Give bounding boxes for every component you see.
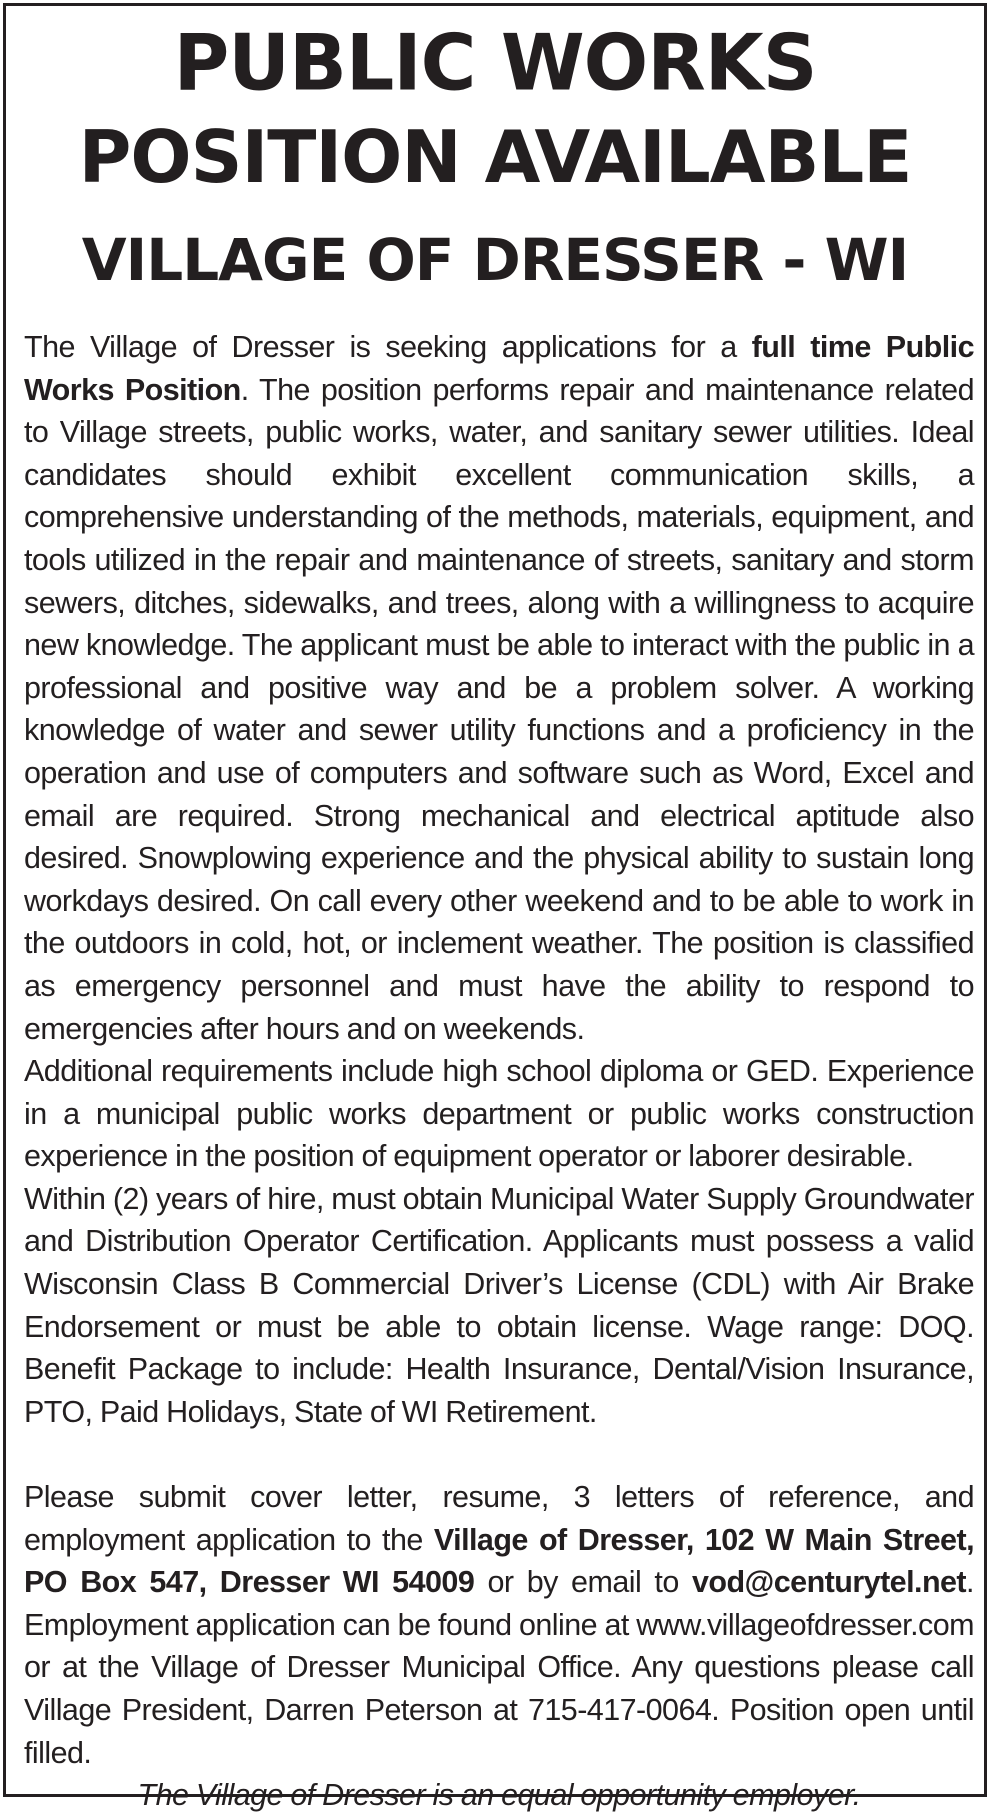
mailing-address: Village of Dresser, 102 W Main Street, PO Box 547, Dresser WI 54009 — [24, 1522, 975, 1600]
paragraph-spacer — [24, 1433, 974, 1476]
paragraph-description — [24, 326, 974, 1050]
description-text-rest: . The position performs repair and maintenance related to Village streets, public works, water, and sanitary sewer utilities. Ideal candidates should exhibit excellent communication skills, a comprehensive understanding of the methods, materials, equipment, and tools utilized in the repair and maintenance of streets, sanitary and storm sewers, ditches, sidewalks, and trees, along with a willingness to acquire new knowledge. The applicant must be able to interact with the public in a professional and positive way and be a problem solver. A working knowledge of water and sewer utility functions and a proficiency in the operation and use of computers and software such as Word, Excel and email are required. Strong mechanical and electrical aptitude also desired. Snowplowing experience and the physical ability to sustain long workdays desired. On call every other weekend and to be able to work in the outdoors in cold, hot, or inclement weather. The position is classified as emergency personnel and must have the ability to respond to emergencies after hours and on weekends. — [24, 372, 974, 1046]
headline-public-works: PUBLIC WORKS — [173, 17, 817, 108]
apply-text-rest: . Employment application can be found online at www.villageofdresser.com or at the Village of Dresser Municipal Office. Any questions please call Village President, Darren Peterson at 715-417-0064. Position open until filled. — [24, 1565, 974, 1770]
headline-village-of-dresser: VILLAGE OF DRESSER - WI — [81, 226, 909, 294]
headline-position-available: POSITION AVAILABLE — [78, 115, 912, 199]
position-type-bold: full time Public Works Position — [24, 330, 974, 407]
paragraph-certification-benefits: Within (2) years of hire, must obtain Municipal Water Supply Groundwater and Distribution Operator Certification. Applicants must possess a valid Wisconsin Class B Commercial Driver’s License (CDL) with Air Brake Endorsement or must be able to obtain license. Wage range: DOQ. Benefit Package to include: Health Insurance, Dental/Vision Insurance, PTO, Paid Holidays, State of WI Retirement. — [24, 1181, 974, 1429]
ad-body — [24, 326, 974, 1817]
apply-text-start: Please submit cover letter, resume, 3 letters of reference, and employment application to the — [24, 1480, 974, 1557]
description-text-start: The Village of Dresser is seeking applications for a — [24, 330, 752, 364]
paragraph-how-to-apply — [24, 1476, 974, 1774]
apply-text-email-intro: or by email to — [474, 1565, 692, 1600]
ad-frame — [3, 3, 987, 1813]
equal-opportunity-statement: The Village of Dresser is an equal opportunity employer. — [137, 1778, 861, 1813]
contact-email: vod@centurytel.net — [691, 1565, 967, 1600]
paragraph-additional-requirements: Additional requirements include high school diploma or GED. Experience in a municipal public works department or public works construction experience in the position of equipment operator or laborer desirable. — [24, 1054, 974, 1174]
